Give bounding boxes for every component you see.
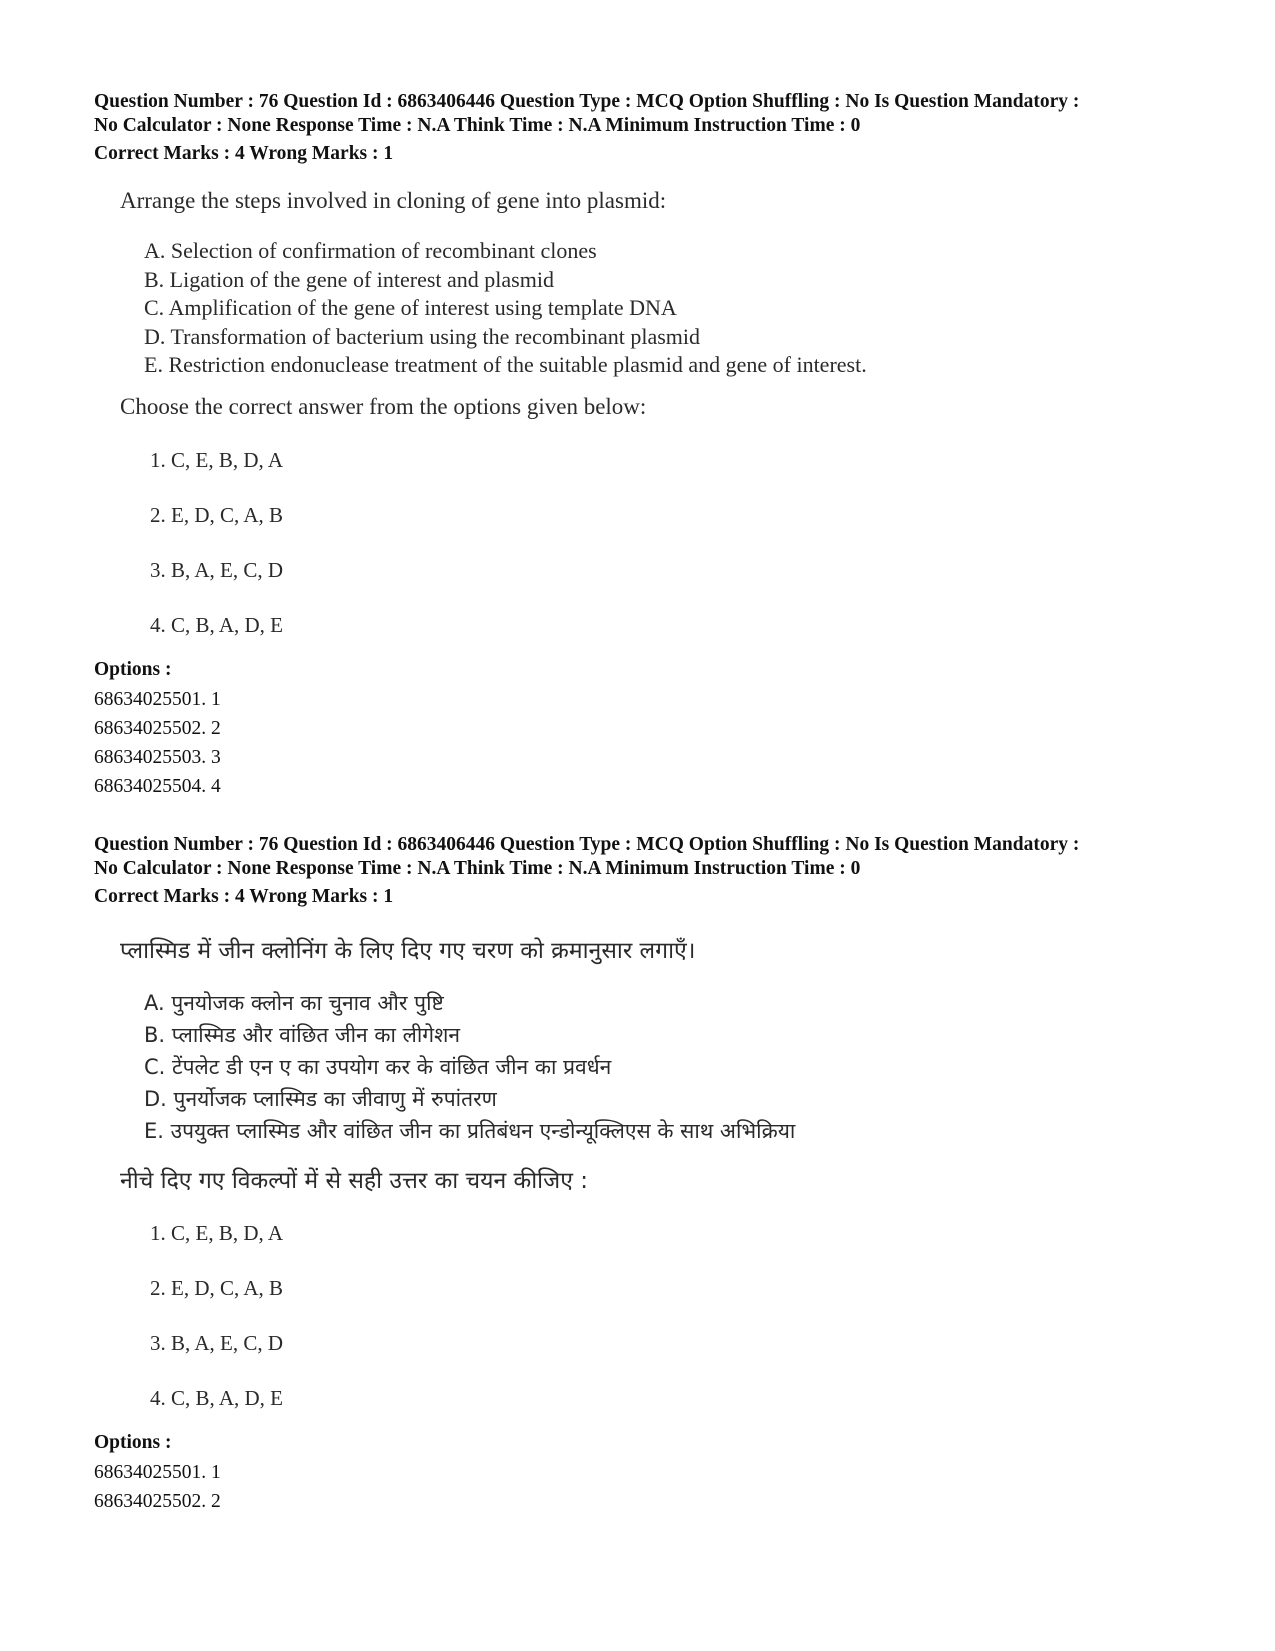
steps-list-hi (144, 987, 795, 1147)
answer-choice: 2. E, D, C, A, B (150, 503, 284, 527)
meta-line-1: Question Number : 76 Question Id : 6863406446 Question Type : MCQ Option Shuffling : No Is Question Mandatory : (94, 91, 1080, 112)
step-item: C. Amplification of the gene of interest using template DNA (144, 295, 677, 320)
option-item: 68634025502. 2 (94, 1491, 221, 1512)
question-prompt-hi: प्लास्मिड में जीन क्लोनिंग के लिए दिए गए चरण को क्रमानुसार लगाएँ। (120, 938, 696, 964)
answer-choice: 1. C, E, B, D, A (150, 1221, 284, 1245)
meta-line-1: Question Number : 76 Question Id : 6863406446 Question Type : MCQ Option Shuffling : No Is Question Mandatory : (94, 834, 1080, 855)
answer-choice: 3. B, A, E, C, D (150, 1331, 284, 1355)
options-list-1 (94, 655, 221, 801)
answer-choice: 1. C, E, B, D, A (150, 448, 284, 472)
options-header: Options : (94, 659, 172, 680)
answer-choice: 4. C, B, A, D, E (150, 613, 284, 637)
instruction-hi: नीचे दिए गए विकल्पों में से सही उत्तर का चयन कीजिए : (120, 1168, 588, 1194)
answer-choices-hi (150, 1221, 283, 1441)
step-item: B. Ligation of the gene of interest and plasmid (144, 266, 554, 292)
step-item: A. Selection of confirmation of recombinant clones (144, 238, 597, 263)
instruction-en: Choose the correct answer from the options given below: (120, 394, 647, 419)
answer-choice: 4. C, B, A, D, E (150, 1386, 284, 1410)
step-item: E. उपयुक्त प्लास्मिड और वांछित जीन का प्रतिबंधन एन्डोन्यूक्लिएस के साथ अभिक्रिया (144, 1119, 796, 1143)
step-item: B. प्लास्मिड और वांछित जीन का लीगेशन (144, 1023, 461, 1047)
option-item: 68634025501. 1 (94, 689, 221, 710)
step-item: E. Restriction endonuclease treatment of the suitable plasmid and gene of interest. (144, 352, 867, 377)
question-meta-1 (94, 90, 1214, 166)
marks-line: Correct Marks : 4 Wrong Marks : 1 (94, 886, 394, 907)
options-header: Options : (94, 1432, 172, 1453)
options-list-2 (94, 1428, 221, 1516)
answer-choice: 2. E, D, C, A, B (150, 1276, 284, 1300)
option-item: 68634025503. 3 (94, 747, 221, 768)
step-item: A. पुनयोजक क्लोन का चुनाव और पुष्टि (144, 991, 444, 1015)
question-prompt-en: Arrange the steps involved in cloning of gene into plasmid: (120, 188, 667, 213)
step-item: D. Transformation of bacterium using the recombinant plasmid (144, 323, 701, 349)
steps-list-en (144, 237, 867, 380)
option-item: 68634025501. 1 (94, 1462, 221, 1483)
option-item: 68634025504. 4 (94, 776, 221, 797)
meta-line-2: No Calculator : None Response Time : N.A Think Time : N.A Minimum Instruction Time : 0 (94, 858, 861, 879)
meta-line-2: No Calculator : None Response Time : N.A Think Time : N.A Minimum Instruction Time : 0 (94, 115, 861, 136)
answer-choices-en (150, 448, 283, 668)
question-meta-2 (94, 833, 1214, 909)
option-item: 68634025502. 2 (94, 718, 221, 739)
answer-choice: 3. B, A, E, C, D (150, 558, 284, 582)
marks-line: Correct Marks : 4 Wrong Marks : 1 (94, 143, 394, 164)
step-item: D. पुनर्योजक प्लास्मिड का जीवाणु में रुपांतरण (144, 1087, 497, 1111)
step-item: C. टेंपलेट डी एन ए का उपयोग कर के वांछित जीन का प्रवर्धन (144, 1055, 612, 1079)
